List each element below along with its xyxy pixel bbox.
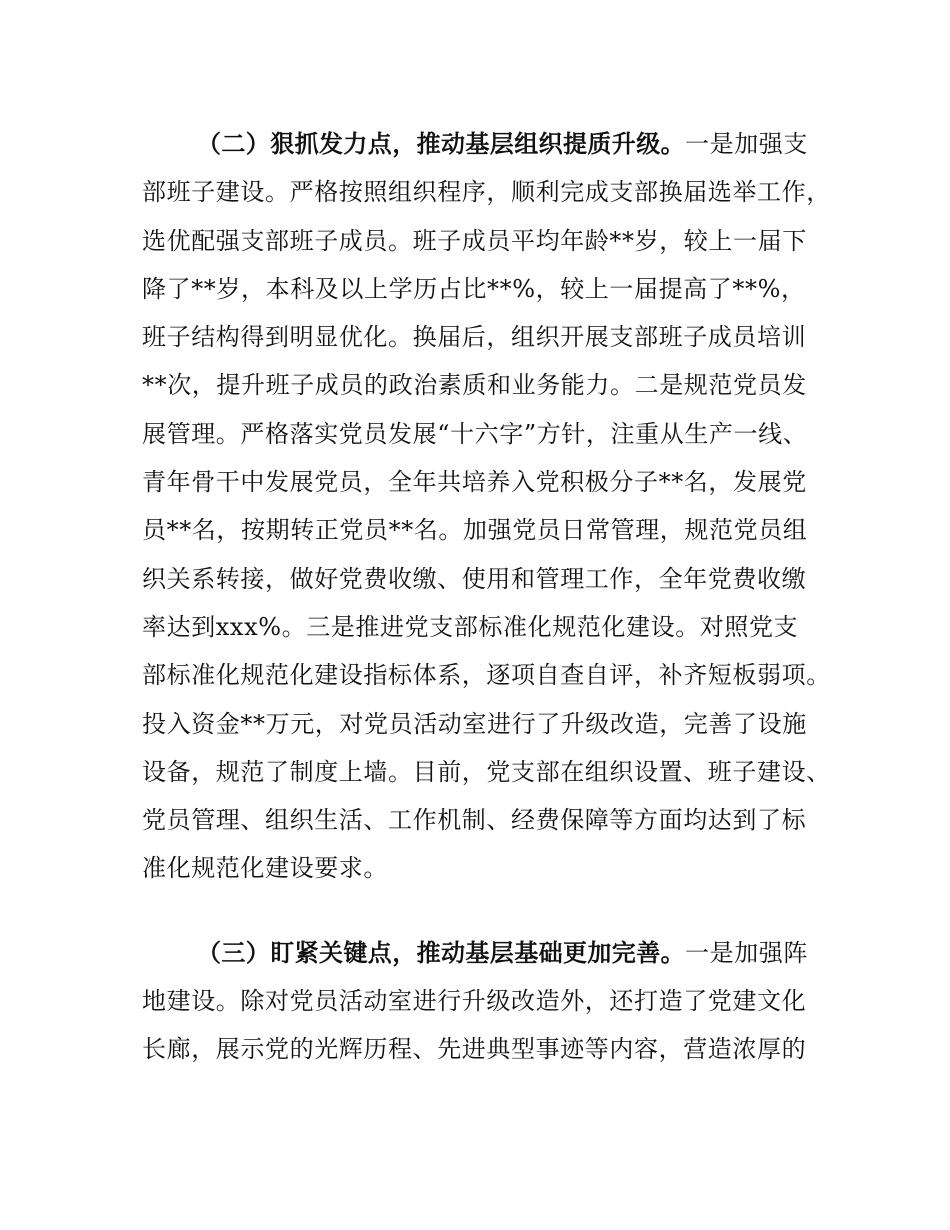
paragraph-line: 选优配强支部班子成员。班子成员平均年龄**岁，较上一届下 [142,226,807,255]
section-heading: （三）盯紧关键点，推动基层基础更加完善。 [197,938,685,967]
paragraph-section-2 [142,120,832,893]
paragraph-line: 青年骨干中发展党员，全年共培养入党积极分子**名，发展党 [142,468,807,497]
paragraph-section-3 [142,929,832,1074]
paragraph-line: 设备，规范了制度上墙。目前，党支部在组织设置、班子建设、 [142,757,831,786]
paragraph-line: 班子结构得到明显优化。换届后，组织开展支部班子成员培训 [142,323,807,352]
paragraph-line: 部标准化规范化建设指标体系，逐项自查自评，补齐短板弱项。 [142,661,831,690]
line-text: 一是加强支 [685,130,808,158]
paragraph-line [142,120,832,168]
paragraph-line: 长廊，展示党的光辉历程、先进典型事迹等内容，营造浓厚的 [142,1035,807,1064]
paragraph-line: 准化规范化建设要求。 [142,854,388,883]
paragraph-line: 展管理。严格落实党员发展“十六字”方针，注重从生产一线、 [142,419,808,448]
document-body [142,120,832,1074]
paragraph-line: 率达到xxx%。三是推进党支部标准化规范化建设。对照党支 [142,612,799,641]
paragraph-line: 投入资金**万元，对党员活动室进行了升级改造，完善了设施 [142,709,807,738]
paragraph-spacer [142,893,832,929]
section-heading: （二）狠抓发力点，推动基层组织提质升级。 [197,130,685,158]
paragraph-line: 降了**岁，本科及以上学历占比**%，较上一届提高了**%， [142,274,806,303]
paragraph-line: 部班子建设。严格按照组织程序，顺利完成支部换届选举工作， [142,178,831,207]
paragraph-line: 织关系转接，做好党费收缴、使用和管理工作，全年党费收缴 [142,564,807,593]
line-text: 一是加强阵 [685,938,808,967]
paragraph-line: **次，提升班子成员的政治素质和业务能力。二是规范党员发 [142,371,807,400]
paragraph-line [142,929,832,977]
paragraph-line: 地建设。除对党员活动室进行升级改造外，还打造了党建文化 [142,987,807,1016]
paragraph-line: 员**名，按期转正党员**名。加强党员日常管理，规范党员组 [142,516,808,545]
paragraph-line: 党员管理、组织生活、工作机制、经费保障等方面均达到了标 [142,806,807,835]
